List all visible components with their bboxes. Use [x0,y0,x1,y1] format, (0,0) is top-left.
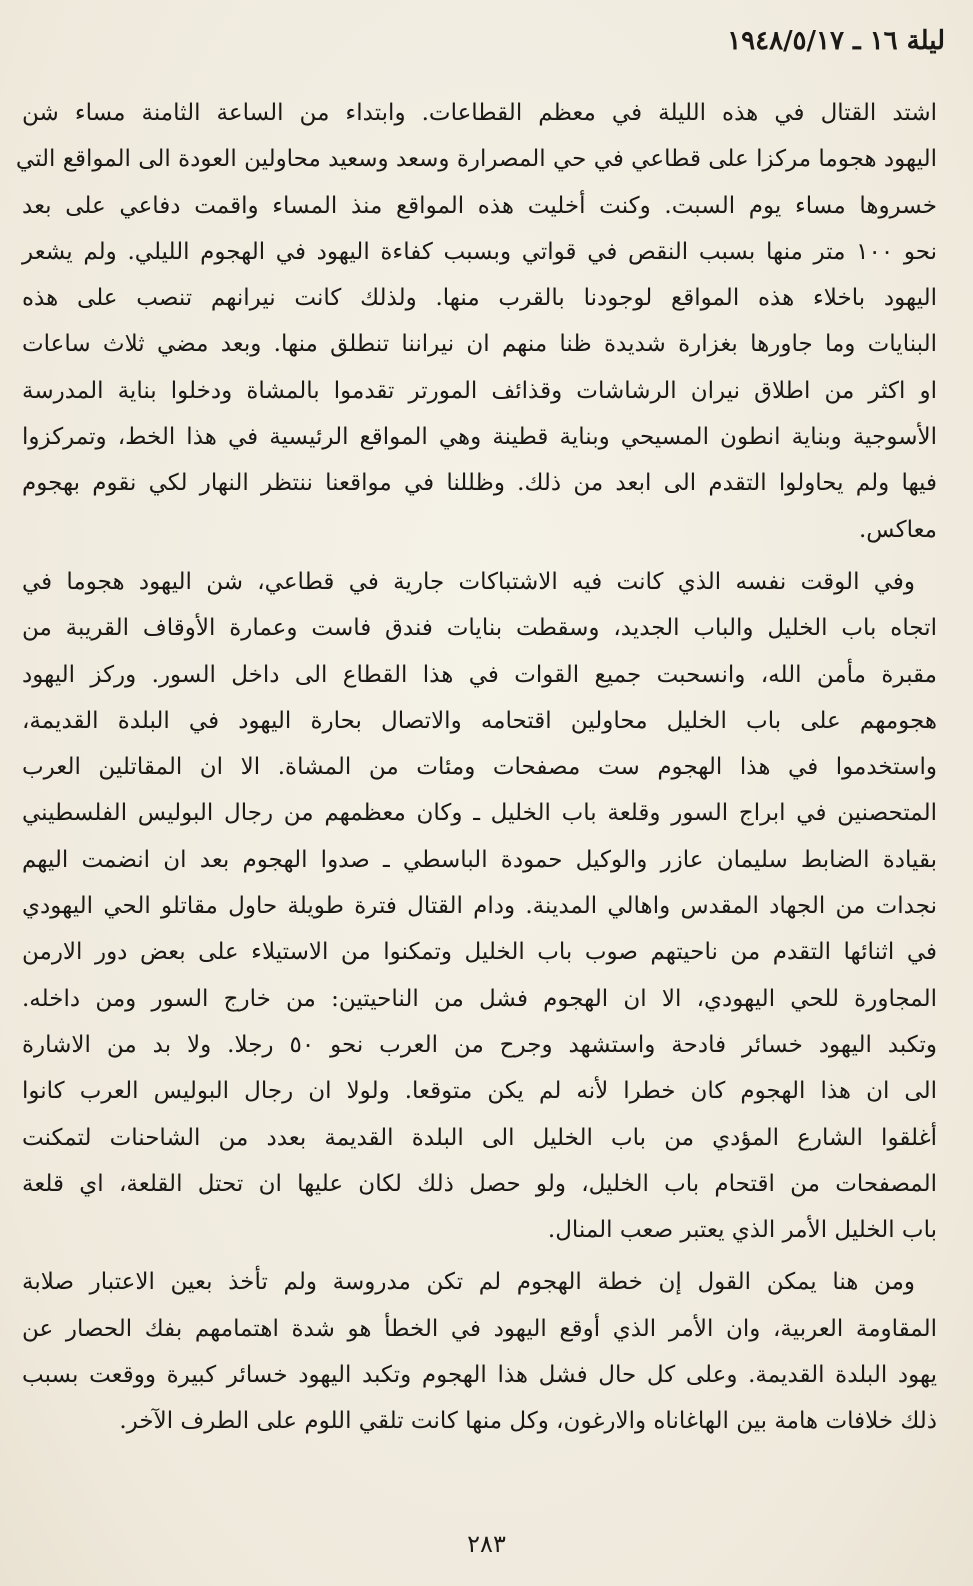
text-line: البنايات وما جاورها بغزارة شديدة ظنا منهم ان نيراننا تنطلق منها. وبعد مضي ثلاث ساعات [22,331,937,358]
text-line: مقبرة مأمن الله، وانسحبت جميع القوات في هذا القطاع الى داخل السور. وركز اليهود [22,661,937,688]
text-line: المتحصنين في ابراج السور وقلعة باب الخليل ـ وكان معظمهم من رجال البوليس الفلسطيني [22,800,937,827]
section-heading: ليلة ١٦ ـ ١٩٤٨/٥/١٧ [727,26,945,56]
text-line: اليهود هجوما مركزا على قطاعي في حي المصرارة وسعد وسعيد محاولين العودة الى المواقع التي [15,146,937,173]
text-line: معاكس. [858,516,937,543]
text-line: أغلقوا الشارع المؤدي من باب الخليل الى البلدة القديمة بعدد من الشاحنات لتمكنت [22,1124,937,1151]
text-line: في اثنائها التقدم من ناحيتهم صوب باب الخليل وتمكنوا من الاستيلاء على بعض دور الارمن [22,939,937,966]
text-line: واستخدموا في هذا الهجوم ست مصفحات ومئات من المشاة. الا ان المقاتلين العرب [22,754,937,781]
page-body [15,90,937,1451]
paragraph [22,559,937,1253]
paragraph [22,1259,937,1444]
text-line: نجدات من الجهاد المقدس واهالي المدينة. ودام القتال فترة طويلة حاول مقاتلو الحي اليهودي [22,893,937,920]
text-line: ومن هنا يمكن القول إن خطة الهجوم لم تكن مدروسة ولم تأخذ بعين الاعتبار صلابة [22,1269,915,1296]
text-line: باب الخليل الأمر الذي يعتبر صعب المنال. [547,1217,937,1244]
text-line: اتجاه باب الخليل والباب الجديد، وسقطت بنايات فندق فاست وعمارة الأوقاف القريبة من [22,615,937,642]
text-line: يهود البلدة القديمة. وعلى كل حال فشل هذا الهجوم وتكبد اليهود خسائر كبيرة ووقعت بسبب [22,1362,937,1389]
page-number: ٢٨٣ [467,1530,506,1558]
text-line: هجومهم على باب الخليل محاولين اقتحامه والاتصال بحارة اليهود في البلدة القديمة، [22,707,937,734]
text-line: الى ان هذا الهجوم كان خطرا لأنه لم يكن متوقعا. ولولا ان رجال البوليس العرب كانوا [22,1078,937,1105]
text-line: بقيادة الضابط سليمان عازر والوكيل حمودة الباسطي ـ صدوا الهجوم بعد ان انضمت اليهم [22,846,937,873]
text-line: المجاورة للحي اليهودي، الا ان الهجوم فشل من الناحيتين: من خارج السور ومن داخله. [22,985,937,1012]
paragraph [15,90,937,553]
text-line: خسروها مساء يوم السبت. وكنت أخليت هذه المواقع منذ المساء واقمت دفاعي على بعد [22,192,937,219]
text-line: ذلك خلافات هامة بين الهاغاناه والارغون، وكل منها كانت تلقي اللوم على الطرف الآخر. [119,1408,937,1435]
text-line: اشتد القتال في هذه الليلة في معظم القطاعات. وابتداء من الساعة الثامنة مساء شن [22,100,937,126]
text-line: فيها ولم يحاولوا التقدم الى ابعد من ذلك. وظللنا في مواقعنا ننتظر النهار لكي نقوم بهجوم [22,470,937,497]
text-line: المصفحات من اقتحام باب الخليل، ولو حصل ذلك لكان عليها ان تحتل القلعة، اي قلعة [22,1170,937,1197]
text-line: نحو ١٠٠ متر منها بسبب النقص في قواتي وبسبب كفاءة اليهود في الهجوم الليلي. ولم يشعر [22,238,937,265]
text-line: الأسوجية وبناية انطون المسيحي وبناية قطينة وهي المواقع الرئيسية في هذا الخط، وتمركزوا [22,424,937,451]
text-line: او اكثر من اطلاق نيران الرشاشات وقذائف المورتر تقدموا بالمشاة ودخلوا بناية المدرسة [22,377,937,404]
text-line: وتكبد اليهود خسائر فادحة واستشهد وجرح من العرب نحو ٥٠ رجلا. ولا بد من الاشارة [22,1031,937,1058]
text-line: المقاومة العربية، وان الأمر الذي أوقع اليهود في الخطأ هو شدة اهتمامهم بفك الحصار عن [22,1315,937,1342]
text-line: وفي الوقت نفسه الذي كانت فيه الاشتباكات جارية في قطاعي، شن اليهود هجوما في [22,568,915,595]
text-line: اليهود باخلاء هذه المواقع لوجودنا بالقرب منها. ولذلك كانت نيرانهم تنصب على هذه [22,285,937,312]
